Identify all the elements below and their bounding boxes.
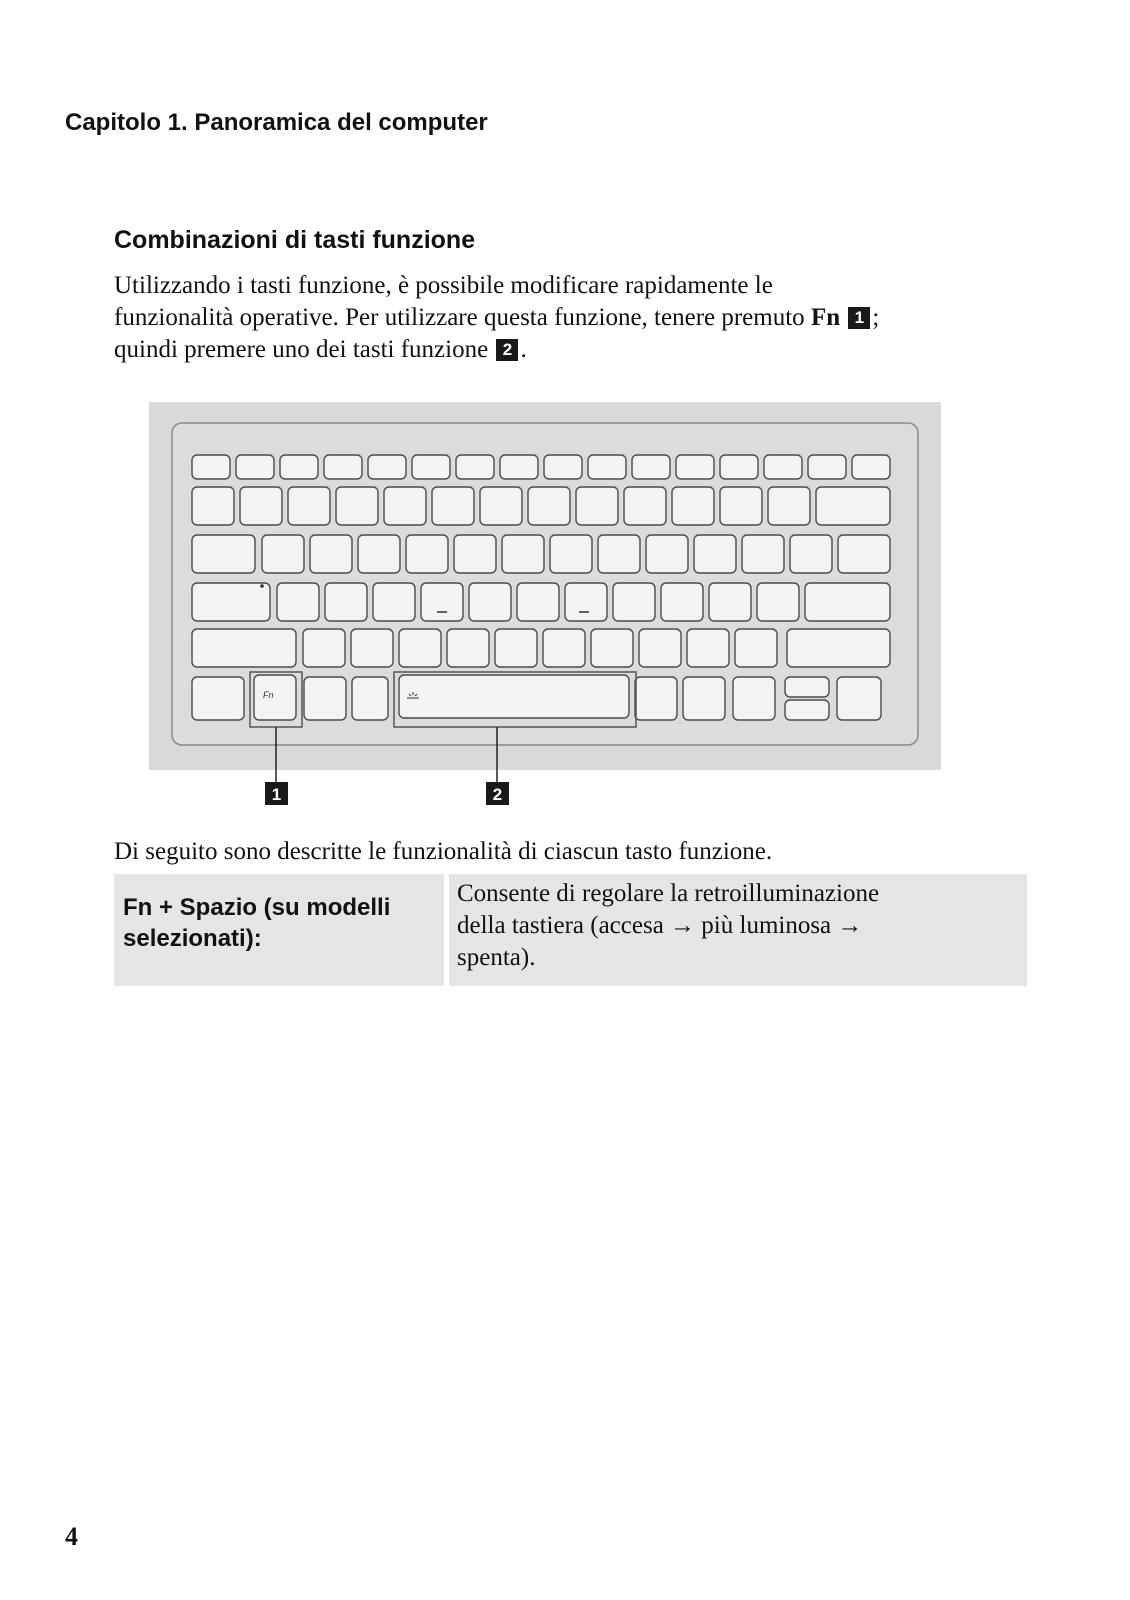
alt-key (352, 677, 388, 720)
key-line-1: Fn + Spazio (su modelli (123, 894, 391, 921)
function-row-key (456, 455, 494, 479)
letter-key (454, 535, 496, 573)
page-number: 4 (65, 1522, 78, 1551)
number-row-key (624, 487, 666, 525)
table-description-cell (449, 874, 1027, 986)
key-line-2: selezionati): (123, 925, 262, 952)
letter-key (469, 583, 511, 621)
function-row-key (676, 455, 714, 479)
letter-key (495, 629, 537, 667)
table-key-cell (114, 874, 444, 986)
number-row-key (384, 487, 426, 525)
up-arrow-key (785, 677, 829, 697)
intro-line-3-text: quindi premere uno dei tasti funzione (114, 336, 495, 363)
function-row-key (852, 455, 890, 479)
number-row-key (336, 487, 378, 525)
number-row-key (480, 487, 522, 525)
letter-key (591, 629, 633, 667)
letter-key (598, 535, 640, 573)
function-row-key (236, 455, 274, 479)
fn-key-reference: Fn (810, 304, 841, 331)
number-row-key (192, 487, 234, 525)
callouts (149, 770, 941, 810)
letter-key (399, 629, 441, 667)
number-row-key (432, 487, 474, 525)
fn-key (254, 675, 296, 720)
function-row-key (764, 455, 802, 479)
letter-key (373, 583, 415, 621)
intro-line-2-text: funzionalità operative. Per utilizzare questa funzione, tenere premuto (114, 304, 811, 331)
letter-key (262, 535, 304, 573)
letter-key (517, 583, 559, 621)
intro-line-2 (114, 302, 1044, 334)
space-key (399, 675, 629, 718)
letter-key (310, 535, 352, 573)
callout-number-1: 1 (271, 785, 282, 804)
number-row-key (576, 487, 618, 525)
number-row-key (768, 487, 810, 525)
desc-line-1: Consente di regolare la retroilluminazione (457, 880, 880, 907)
keyboard-illustration (149, 402, 941, 770)
keyboard-drawing (149, 402, 941, 770)
function-row-key (324, 455, 362, 479)
letter-key (694, 535, 736, 573)
letter-key (502, 535, 544, 573)
desc-line-3: spenta). (457, 944, 536, 971)
intro-line-2-end: ; (872, 304, 880, 331)
letter-key (613, 583, 655, 621)
function-row-key (192, 455, 230, 479)
function-row-key (588, 455, 626, 479)
intro-paragraph (114, 270, 1044, 366)
letter-key (277, 583, 319, 621)
function-key-table (114, 874, 1027, 986)
number-row-key (528, 487, 570, 525)
chapter-heading: Capitolo 1. Panoramica del computer (65, 109, 488, 136)
letter-key (325, 583, 367, 621)
number-row-key (720, 487, 762, 525)
ctrl-right-key (683, 677, 725, 720)
letter-key (447, 629, 489, 667)
function-row-key (544, 455, 582, 479)
enter-key (805, 583, 890, 621)
down-arrow-key (785, 700, 829, 720)
letter-key (303, 629, 345, 667)
letter-key (709, 583, 751, 621)
fn-key-label: Fn (263, 690, 274, 700)
right-arrow-key (837, 677, 881, 720)
letter-key (790, 535, 832, 573)
function-row-key (632, 455, 670, 479)
caps-lock-indicator (260, 584, 264, 588)
intro-line-1: Utilizzando i tasti funzione, è possibile modificare rapidamente le (114, 272, 773, 299)
letter-key (550, 535, 592, 573)
enter-key-top (838, 535, 890, 573)
letter-key (543, 629, 585, 667)
number-row-key (288, 487, 330, 525)
function-row-key (412, 455, 450, 479)
function-row-key (368, 455, 406, 479)
letter-key (565, 583, 607, 621)
function-row-key (720, 455, 758, 479)
letter-key (661, 583, 703, 621)
description-text: Di seguito sono descritte le funzionalità di ciascun tasto funzione. (114, 838, 773, 865)
letter-key (351, 629, 393, 667)
function-row-key (500, 455, 538, 479)
letter-key (742, 535, 784, 573)
number-row-key (672, 487, 714, 525)
letter-key (406, 535, 448, 573)
intro-line-3 (114, 334, 1044, 366)
function-row-key (280, 455, 318, 479)
letter-key (735, 629, 777, 667)
letter-key (358, 535, 400, 573)
windows-key (304, 677, 346, 720)
function-row-key (808, 455, 846, 479)
section-heading: Combinazioni di tasti funzione (114, 226, 476, 254)
letter-key (639, 629, 681, 667)
letter-key (646, 535, 688, 573)
caps-lock-key (192, 583, 270, 621)
right-shift-key (787, 629, 890, 667)
left-arrow-key (733, 677, 775, 720)
left-shift-key (192, 629, 296, 667)
tab-key (192, 535, 255, 573)
letter-key (687, 629, 729, 667)
letter-key (421, 583, 463, 621)
backspace-key (816, 487, 890, 525)
callout-badge-1: 1 (848, 307, 870, 329)
intro-line-3-end: . (520, 336, 527, 363)
letter-key (757, 583, 799, 621)
alt-gr-key (635, 677, 677, 720)
ctrl-key (192, 677, 244, 720)
desc-line-2: della tastiera (accesa → più luminosa → (457, 912, 863, 939)
callout-number-2: 2 (492, 785, 503, 804)
number-row-key (240, 487, 282, 525)
callout-badge-2: 2 (496, 339, 518, 361)
